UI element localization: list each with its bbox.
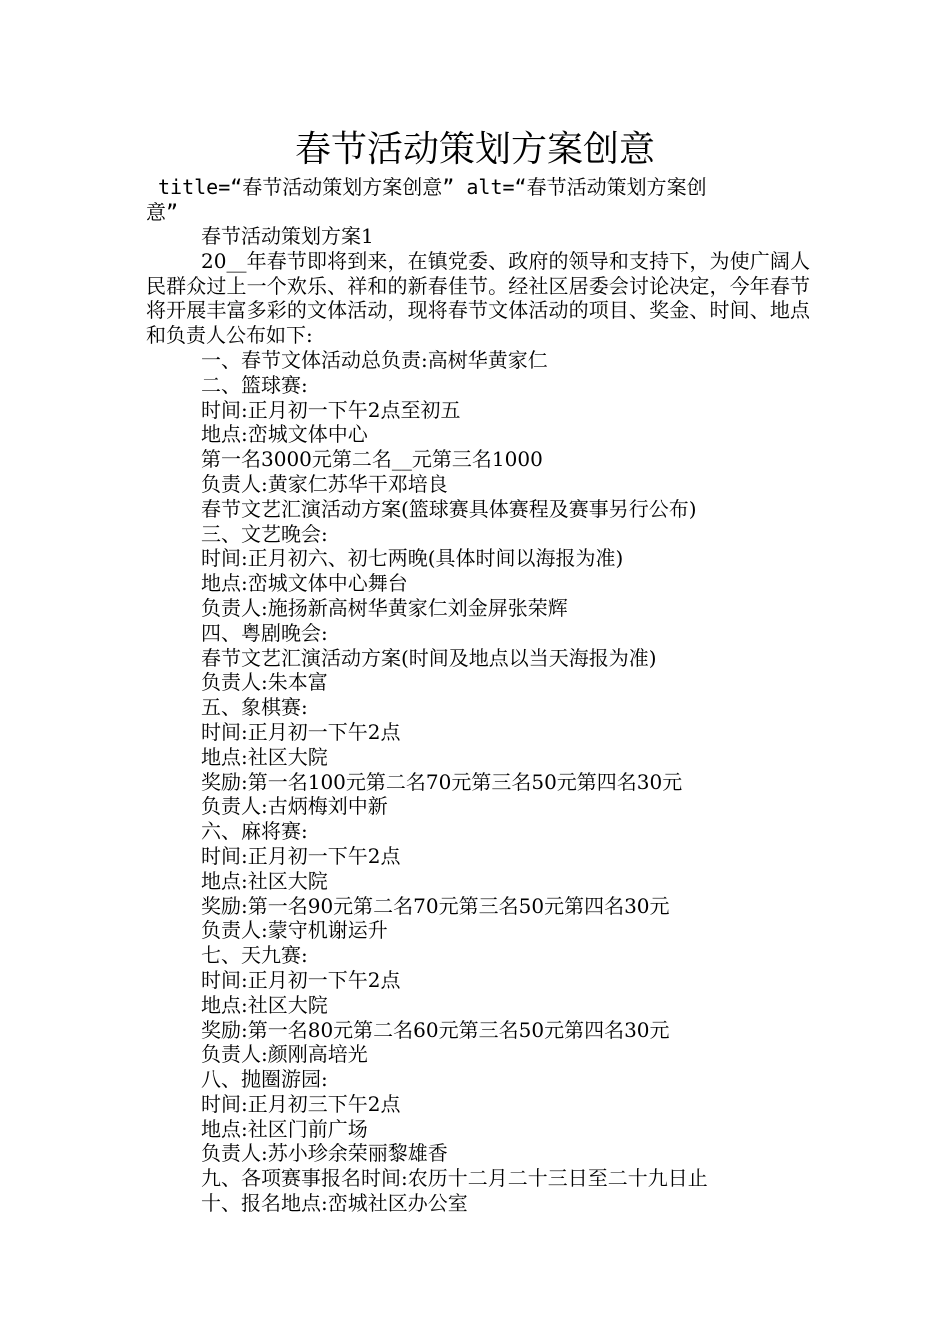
body-line: 十、报名地点:峦城社区办公室	[201, 1191, 468, 1216]
meta-line: title=“春节活动策划方案创意” alt=“春节活动策划方案创	[158, 175, 707, 199]
document-body	[146, 224, 810, 1216]
body-line: 负责人:蒙守机谢运升	[201, 918, 388, 943]
body-line: 负责人:朱本富	[201, 670, 328, 695]
section-heading: 春节活动策划方案1	[201, 224, 374, 248]
body-line: 奖励:第一名90元第二名70元第三名50元第四名30元	[201, 893, 670, 918]
body-line: 一、春节文体活动总负责:高树华黄家仁	[201, 347, 548, 372]
body-line: 时间:正月初六、初七两晚(具体时间以海报为准)	[201, 546, 624, 571]
body-line: 第一名3000元第二名__元第三名1000	[201, 447, 543, 472]
body-line: 时间:正月初一下午2点至初五	[201, 397, 461, 422]
body-line: 负责人:苏小珍余荣丽黎雄香	[201, 1141, 448, 1166]
body-line: 地点:社区门前广场	[201, 1116, 368, 1141]
body-line: 负责人:古炳梅刘中新	[201, 794, 388, 819]
body-line: 时间:正月初三下午2点	[201, 1091, 401, 1116]
body-line: 负责人:颜刚高培光	[201, 1042, 368, 1067]
body-line: 奖励:第一名80元第二名60元第三名50元第四名30元	[201, 1017, 670, 1042]
body-line: 四、粤剧晚会:	[201, 620, 328, 645]
body-line: 九、各项赛事报名时间:农历十二月二十三日至二十九日止	[201, 1166, 708, 1191]
document-title: 春节活动策划方案创意	[294, 129, 655, 170]
body-line: 地点:社区大院	[201, 868, 328, 893]
body-line: 地点:社区大院	[201, 744, 328, 769]
body-line: 八、抛圈游园:	[201, 1067, 328, 1092]
body-line: 二、篮球赛:	[201, 372, 308, 397]
body-line: 三、文艺晚会:	[201, 521, 328, 546]
meta-text	[146, 175, 810, 225]
body-line: 六、麻将赛:	[201, 819, 308, 844]
body-line: 奖励:第一名100元第二名70元第三名50元第四名30元	[201, 769, 683, 794]
meta-line: 意”	[146, 200, 179, 224]
body-line: 春节文艺汇演活动方案(时间及地点以当天海报为准)	[201, 645, 657, 670]
body-line: 时间:正月初一下午2点	[201, 967, 401, 992]
body-line: 七、天九赛:	[201, 943, 308, 968]
body-line: 地点:峦城文体中心舞台	[201, 571, 408, 596]
body-line: 负责人:黄家仁苏华干邓培良	[201, 471, 448, 496]
body-line: 时间:正月初一下午2点	[201, 843, 401, 868]
body-line: 负责人:施扬新高树华黄家仁刘金屏张荣辉	[201, 595, 568, 620]
body-line: 地点:峦城文体中心	[201, 422, 368, 447]
body-line: 地点:社区大院	[201, 992, 328, 1017]
body-line: 时间:正月初一下午2点	[201, 719, 401, 744]
body-line: 五、象棋赛:	[201, 695, 308, 720]
body-line: 春节文艺汇演活动方案(篮球赛具体赛程及赛事另行公布)	[201, 496, 697, 521]
intro-paragraph: 20__年春节即将到来，在镇党委、政府的领导和支持下，为使广阔人民群众过上一个欢乐、祥和的新春佳节。经社区居委会讨论决定，今年春节将开展丰富多彩的文体活动，现将春节文体活动的项目、奖金、时间、地点和负责人公布如下:	[146, 248, 810, 348]
